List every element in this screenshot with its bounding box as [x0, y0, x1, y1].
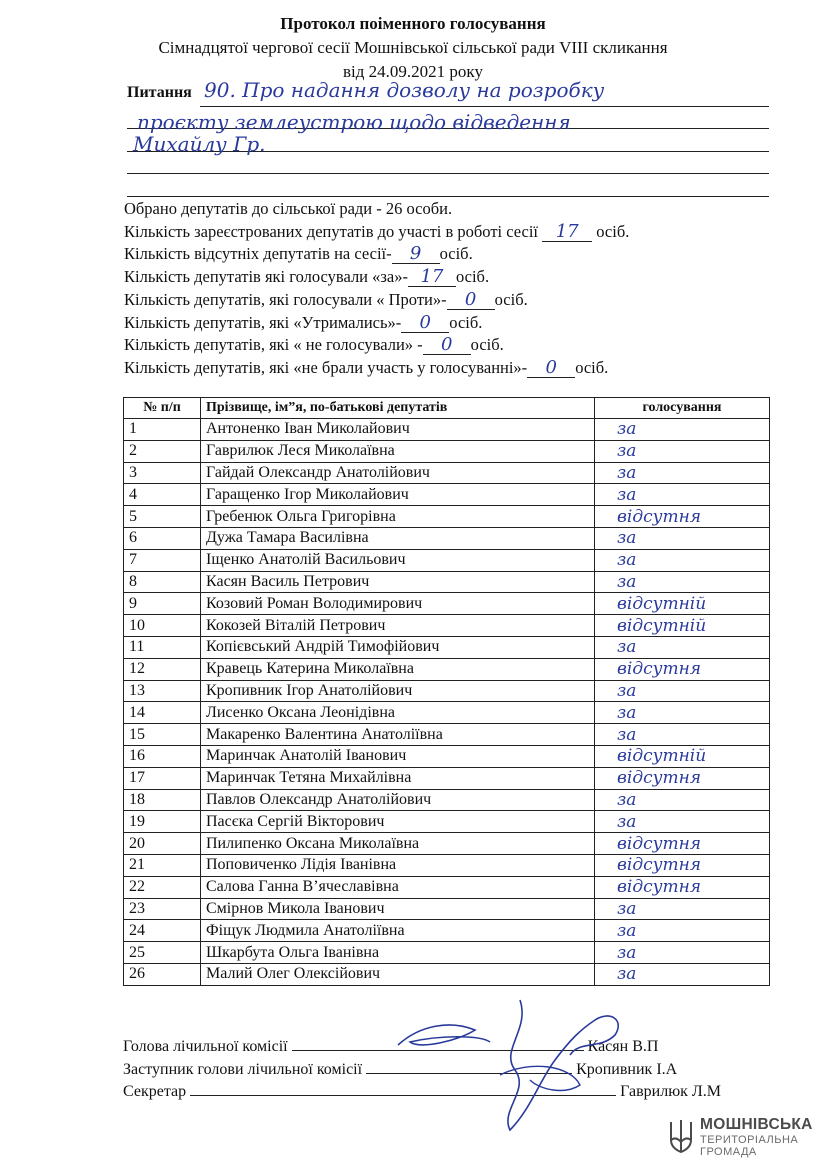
row-number: 26: [124, 963, 201, 985]
row-number: 8: [124, 571, 201, 593]
row-number: 19: [124, 811, 201, 833]
logo-line-2: ТЕРИТОРІАЛЬНА: [700, 1134, 799, 1146]
vote-value: за: [595, 636, 770, 658]
row-number: 7: [124, 549, 201, 571]
stat-voted-for-value: 17: [408, 268, 456, 287]
col-header-name: Прізвище, ім”я, по-батькові депутатів: [201, 398, 595, 419]
stat-abstained: Кількість депутатів, які «Утримались»- 0 осіб.: [124, 311, 483, 333]
row-number: 12: [124, 658, 201, 680]
vote-value: за: [595, 811, 770, 833]
table-row: [124, 636, 770, 658]
deputy-name: Фіщук Людмила Анатоліївна: [201, 920, 595, 942]
stat-not-participated-value: 0: [527, 359, 575, 378]
deputy-name: Кравець Катерина Миколаївна: [201, 658, 595, 680]
deputy-label: Заступник голови лічильної комісії: [123, 1061, 363, 1078]
deputy-name: Пасєка Сергій Вікторович: [201, 811, 595, 833]
table-row: [124, 615, 770, 637]
question-line-4: [127, 173, 769, 174]
deputy-name: Маринчак Анатолій Іванович: [201, 745, 595, 767]
table-row: [124, 854, 770, 876]
table-row: [124, 549, 770, 571]
vote-value: за: [595, 484, 770, 506]
voting-table-body: [124, 419, 770, 986]
stat-not-voted-value: 0: [423, 336, 471, 355]
deputy-name: Пилипенко Оксана Миколаївна: [201, 833, 595, 855]
handwritten-signature: [380, 990, 640, 1140]
row-number: 2: [124, 440, 201, 462]
vote-value: відсутня: [595, 658, 770, 680]
row-number: 18: [124, 789, 201, 811]
deputy-name: Копієвський Андрій Тимофійович: [201, 636, 595, 658]
logo-line-3: ГРОМАДА: [700, 1146, 757, 1158]
table-row: [124, 462, 770, 484]
table-row: [124, 680, 770, 702]
deputy-name: Салова Ганна В’ячеславівна: [201, 876, 595, 898]
table-row: [124, 440, 770, 462]
vote-value: за: [595, 724, 770, 746]
table-row: [124, 658, 770, 680]
document-subtitle: Сімнадцятої чергової сесії Мошнівської сільської ради VIII скликання: [158, 38, 668, 57]
table-row: [124, 527, 770, 549]
deputy-name: Маринчак Тетяна Михайлівна: [201, 767, 595, 789]
vote-value: за: [595, 898, 770, 920]
stat-absent: Кількість відсутніх депутатів на сесії- 9 осіб.: [124, 243, 473, 265]
stat-voted-for: Кількість депутатів які голосували «за»- 17 осіб.: [124, 266, 490, 288]
row-number: 9: [124, 593, 201, 615]
deputy-name: Дужа Тамара Василівна: [201, 527, 595, 549]
col-header-number: № п/п: [124, 398, 201, 419]
question-line-5: [127, 196, 769, 197]
row-number: 22: [124, 876, 201, 898]
vote-value: відсутня: [595, 506, 770, 528]
voting-table: [123, 397, 770, 986]
stat-registered-value: 17: [542, 223, 592, 242]
row-number: 21: [124, 854, 201, 876]
row-number: 24: [124, 920, 201, 942]
deputy-name: Макаренко Валентина Анатоліївна: [201, 724, 595, 746]
vote-value: за: [595, 702, 770, 724]
vote-value: за: [595, 789, 770, 811]
stat-absent-value: 9: [392, 245, 440, 264]
vote-value: відсутня: [595, 854, 770, 876]
table-row: [124, 898, 770, 920]
col-header-vote: голосування: [595, 398, 770, 419]
deputy-name: Антоненко Іван Миколайович: [201, 419, 595, 441]
vote-value: за: [595, 920, 770, 942]
secretary-name: Гаврилюк Л.М: [620, 1083, 721, 1100]
table-row: [124, 571, 770, 593]
table-row: [124, 484, 770, 506]
deputy-name: Кропивник Ігор Анатолійович: [201, 680, 595, 702]
deputy-name: Малий Олег Олексійович: [201, 963, 595, 985]
document-title: Протокол поіменного голосування: [280, 14, 546, 33]
table-row: [124, 593, 770, 615]
logo-title: МОШНІВСЬКА: [700, 1116, 813, 1133]
stat-not-voted: Кількість депутатів, які « не голосували» - 0 осіб.: [124, 334, 504, 356]
vote-value: відсутня: [595, 876, 770, 898]
document-date: від 24.09.2021 року: [343, 62, 483, 81]
deputy-name: Шкарбута Ольга Іванівна: [201, 942, 595, 964]
row-number: 23: [124, 898, 201, 920]
row-number: 15: [124, 724, 201, 746]
deputy-name: Гайдай Олександр Анатолійович: [201, 462, 595, 484]
deputy-name: Гаращенко Ігор Миколайович: [201, 484, 595, 506]
deputy-name: Смірнов Микола Іванович: [201, 898, 595, 920]
table-row: [124, 767, 770, 789]
table-row: [124, 745, 770, 767]
deputy-name: Кропивник І.А: [576, 1061, 678, 1078]
row-number: 25: [124, 942, 201, 964]
question-handwritten-2: проєкту землеустрою щодо відведення: [137, 110, 571, 134]
vote-value: за: [595, 549, 770, 571]
chair-name: Касян В.П: [587, 1038, 659, 1055]
table-row: [124, 963, 770, 985]
secretary-label: Секретар: [123, 1083, 187, 1100]
stat-elected: Обрано депутатів до сільської ради - 26 особи.: [124, 199, 453, 218]
table-row: [124, 811, 770, 833]
table-row: [124, 724, 770, 746]
vote-statistics: [124, 198, 629, 380]
stat-not-participated: Кількість депутатів, які «не брали участь у голосуванні»- 0 осіб.: [124, 356, 609, 378]
table-row: [124, 419, 770, 441]
table-row: [124, 920, 770, 942]
row-number: 13: [124, 680, 201, 702]
table-row: [124, 833, 770, 855]
trident-icon: [668, 1118, 694, 1158]
stat-abstained-value: 0: [401, 314, 449, 333]
row-number: 10: [124, 615, 201, 637]
row-number: 14: [124, 702, 201, 724]
deputy-name: Іщенко Анатолій Васильович: [201, 549, 595, 571]
vote-value: за: [595, 462, 770, 484]
deputy-name: Гаврилюк Леся Миколаївна: [201, 440, 595, 462]
stat-voted-against: Кількість депутатів, які голосували « Проти»- 0 осіб.: [124, 288, 528, 310]
deputy-name: Козовий Роман Володимирович: [201, 593, 595, 615]
deputy-name: Касян Василь Петрович: [201, 571, 595, 593]
table-row: [124, 702, 770, 724]
table-header-row: [124, 398, 770, 419]
deputy-name: Павлов Олександр Анатолійович: [201, 789, 595, 811]
vote-value: за: [595, 419, 770, 441]
chair-label: Голова лічильної комісії: [123, 1038, 288, 1055]
table-row: [124, 876, 770, 898]
row-number: 20: [124, 833, 201, 855]
deputy-name: Гребенюк Ольга Григорівна: [201, 506, 595, 528]
row-number: 4: [124, 484, 201, 506]
vote-value: відсутній: [595, 615, 770, 637]
deputy-name: Кокозей Віталій Петрович: [201, 615, 595, 637]
deputy-name: Поповиченко Лідія Іванівна: [201, 854, 595, 876]
row-number: 17: [124, 767, 201, 789]
vote-value: за: [595, 680, 770, 702]
vote-value: відсутній: [595, 593, 770, 615]
row-number: 6: [124, 527, 201, 549]
vote-value: за: [595, 440, 770, 462]
stat-voted-against-value: 0: [447, 291, 495, 310]
vote-value: відсутній: [595, 745, 770, 767]
vote-value: за: [595, 527, 770, 549]
row-number: 1: [124, 419, 201, 441]
question-handwritten-1: 90. Про надання дозволу на розробку: [204, 78, 605, 102]
table-row: [124, 506, 770, 528]
stat-registered: Кількість зареєстрованих депутатів до участі в роботі сесії 17 осіб.: [124, 220, 630, 242]
deputy-name: Лисенко Оксана Леонідівна: [201, 702, 595, 724]
table-row: [124, 942, 770, 964]
question-line-1: [200, 106, 769, 107]
row-number: 16: [124, 745, 201, 767]
table-row: [124, 789, 770, 811]
row-number: 5: [124, 506, 201, 528]
question-handwritten-3: Михайлу Гр.: [133, 132, 266, 156]
question-label: Питання: [127, 84, 192, 101]
vote-value: відсутня: [595, 833, 770, 855]
row-number: 3: [124, 462, 201, 484]
logo-subtitle: [700, 1134, 798, 1158]
row-number: 11: [124, 636, 201, 658]
vote-value: за: [595, 963, 770, 985]
vote-value: за: [595, 942, 770, 964]
vote-value: за: [595, 571, 770, 593]
vote-value: відсутня: [595, 767, 770, 789]
